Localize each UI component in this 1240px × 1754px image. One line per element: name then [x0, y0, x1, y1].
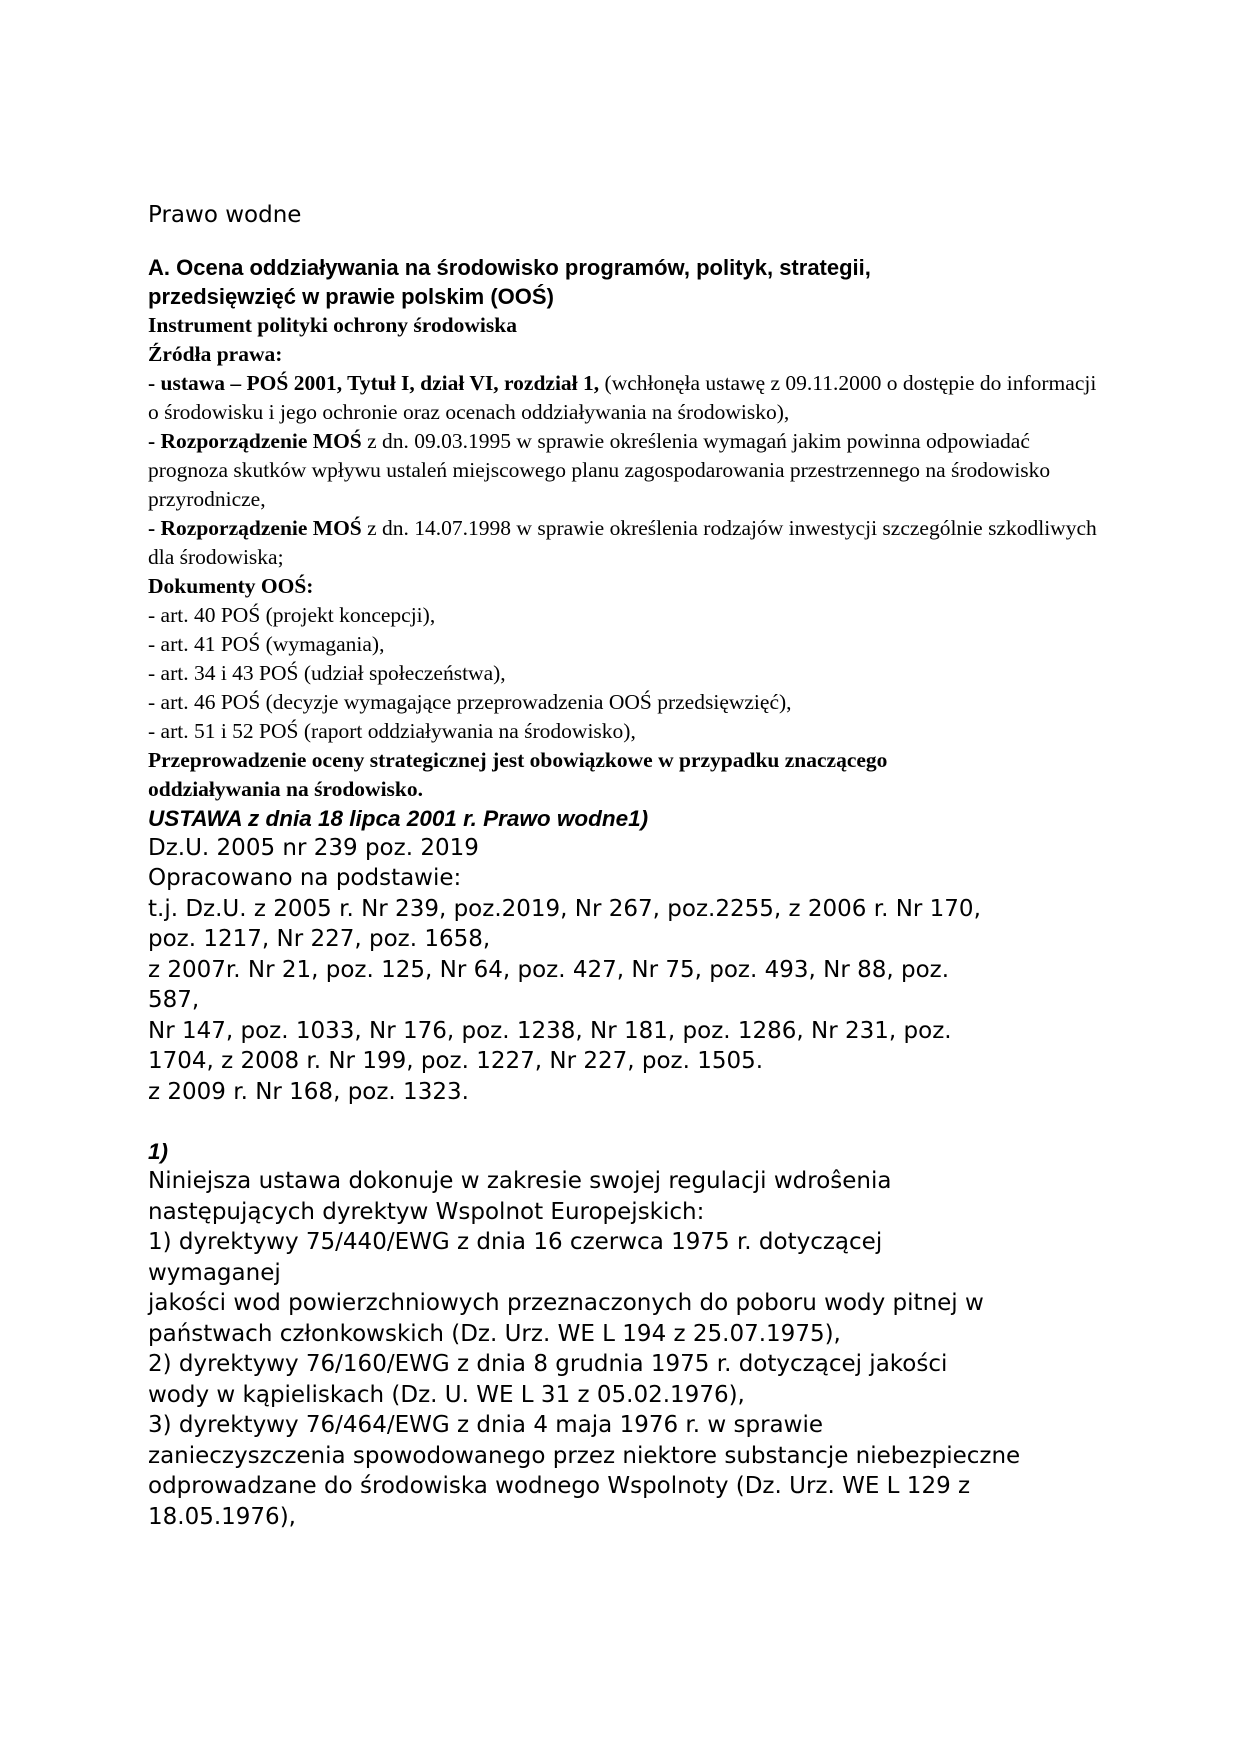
- act-line: z 2007r. Nr 21, poz. 125, Nr 64, poz. 427, Nr 75, poz. 493, Nr 88, poz.: [148, 956, 950, 983]
- source-text: z dn. 09.03.1995 w sprawie określenia wymagań jakim powinna odpowiadać prognoza skutków wpływu ustaleń miejscowego planu zagospodarowania przestrzennego na środowisko przyrodnicze,: [148, 428, 1051, 511]
- act-line: 587,: [148, 987, 200, 1013]
- act-references: [148, 833, 1108, 1108]
- footnote-line: wody w kąpieliskach (Dz. U. WE L 31 z 05.02.1976),: [148, 1381, 745, 1408]
- act-line: 1704, z 2008 r. Nr 199, poz. 1227, Nr 227, poz. 1505.: [148, 1048, 764, 1074]
- document-list-item: - art. 40 POŚ (projekt koncepcji),: [148, 602, 436, 627]
- act-line: t.j. Dz.U. z 2005 r. Nr 239, poz.2019, Nr 267, poz.2255, z 2006 r. Nr 170,: [148, 895, 981, 922]
- act-line: poz. 1217, Nr 227, poz. 1658,: [148, 926, 491, 952]
- footnote-marker: 1): [148, 1139, 169, 1164]
- act-line: Opracowano na podstawie:: [148, 865, 462, 891]
- section-a-body: [148, 311, 1108, 804]
- footnote-line: państwach członkowskich (Dz. Urz. WE L 194 z 25.07.1975),: [148, 1320, 841, 1347]
- footnote-line: wymaganej: [148, 1259, 281, 1286]
- conclusion-line: Przeprowadzenie oceny strategicznej jest obowiązkowe w przypadku znaczącego: [148, 747, 888, 772]
- source-label: - ustawa – POŚ 2001, Tytuł I, dział VI, rozdział 1,: [148, 370, 600, 395]
- documents-heading: Dokumenty OOŚ:: [148, 573, 314, 598]
- source-label: - Rozporządzenie MOŚ: [148, 515, 362, 540]
- act-line: z 2009 r. Nr 168, poz. 1323.: [148, 1078, 469, 1105]
- act-line: Dz.U. 2005 nr 239 poz. 2019: [148, 834, 479, 861]
- act-line: Nr 147, poz. 1033, Nr 176, poz. 1238, Nr 181, poz. 1286, Nr 231, poz.: [148, 1017, 952, 1044]
- footnote-line: odprowadzane do środowiska wodnego Wspolnoty (Dz. Urz. WE L 129 z: [148, 1473, 971, 1499]
- footnote-body: [148, 1166, 1108, 1532]
- footnote-line: 2) dyrektywy 76/160/EWG z dnia 8 grudnia 1975 r. dotyczącej jakości: [148, 1351, 948, 1377]
- document-list-item: - art. 46 POŚ (decyzje wymagające przeprowadzenia OOŚ przedsięwzięć),: [148, 689, 792, 714]
- heading-line: przedsięwzięć w prawie polskim (OOŚ): [148, 283, 554, 309]
- sources-heading: Źródła prawa:: [148, 341, 283, 366]
- document-list-item: - art. 34 i 43 POŚ (udział społeczeństwa),: [148, 660, 506, 685]
- document-list-item: - art. 41 POŚ (wymagania),: [148, 631, 385, 656]
- source-item: [148, 514, 1108, 572]
- source-item: [148, 369, 1108, 427]
- document-page: [148, 200, 1108, 1532]
- conclusion-line: oddziaływania na środowisko.: [148, 776, 423, 801]
- instrument-heading: Instrument polityki ochrony środowiska: [148, 312, 517, 337]
- source-item: [148, 427, 1108, 514]
- footnote-line: zanieczyszczenia spowodowanego przez niektore substancje niebezpieczne: [148, 1442, 1021, 1469]
- footnote-line: 1) dyrektywy 75/440/EWG z dnia 16 czerwca 1975 r. dotyczącej: [148, 1229, 883, 1255]
- footnote-line: 18.05.1976),: [148, 1503, 296, 1530]
- source-label: - Rozporządzenie MOŚ: [148, 428, 362, 453]
- spacer: [148, 1107, 1108, 1137]
- source-text: (wchłonęła ustawę z 09.11.2000 o dostępie do informacji o środowisku i jego ochronie oraz ocenach oddziaływania na środowisko),: [148, 370, 1097, 424]
- footnote-line: następujących dyrektyw Wspolnot Europejskich:: [148, 1198, 705, 1225]
- heading-line: A. Ocena oddziaływania na środowisko programów, polityk, strategii,: [148, 254, 871, 280]
- act-heading: USTAWA z dnia 18 lipca 2001 r. Prawo wodne1): [148, 805, 649, 831]
- section-a-heading: [148, 253, 1108, 311]
- footnote-line: Niniejsza ustawa dokonuje w zakresie swojej regulacji wdroŝenia: [148, 1168, 892, 1194]
- footnote-line: 3) dyrektywy 76/464/EWG z dnia 4 maja 1976 r. w sprawie: [148, 1412, 823, 1438]
- document-list-item: - art. 51 i 52 POŚ (raport oddziaływania na środowisko),: [148, 718, 636, 743]
- source-text: z dn. 14.07.1998 w sprawie określenia rodzajów inwestycji szczególnie szkodliwych dla środowiska;: [148, 515, 1097, 569]
- document-title: Prawo wodne: [148, 202, 302, 228]
- footnote-line: jakości wod powierzchniowych przeznaczonych do poboru wody pitnej w: [148, 1290, 984, 1316]
